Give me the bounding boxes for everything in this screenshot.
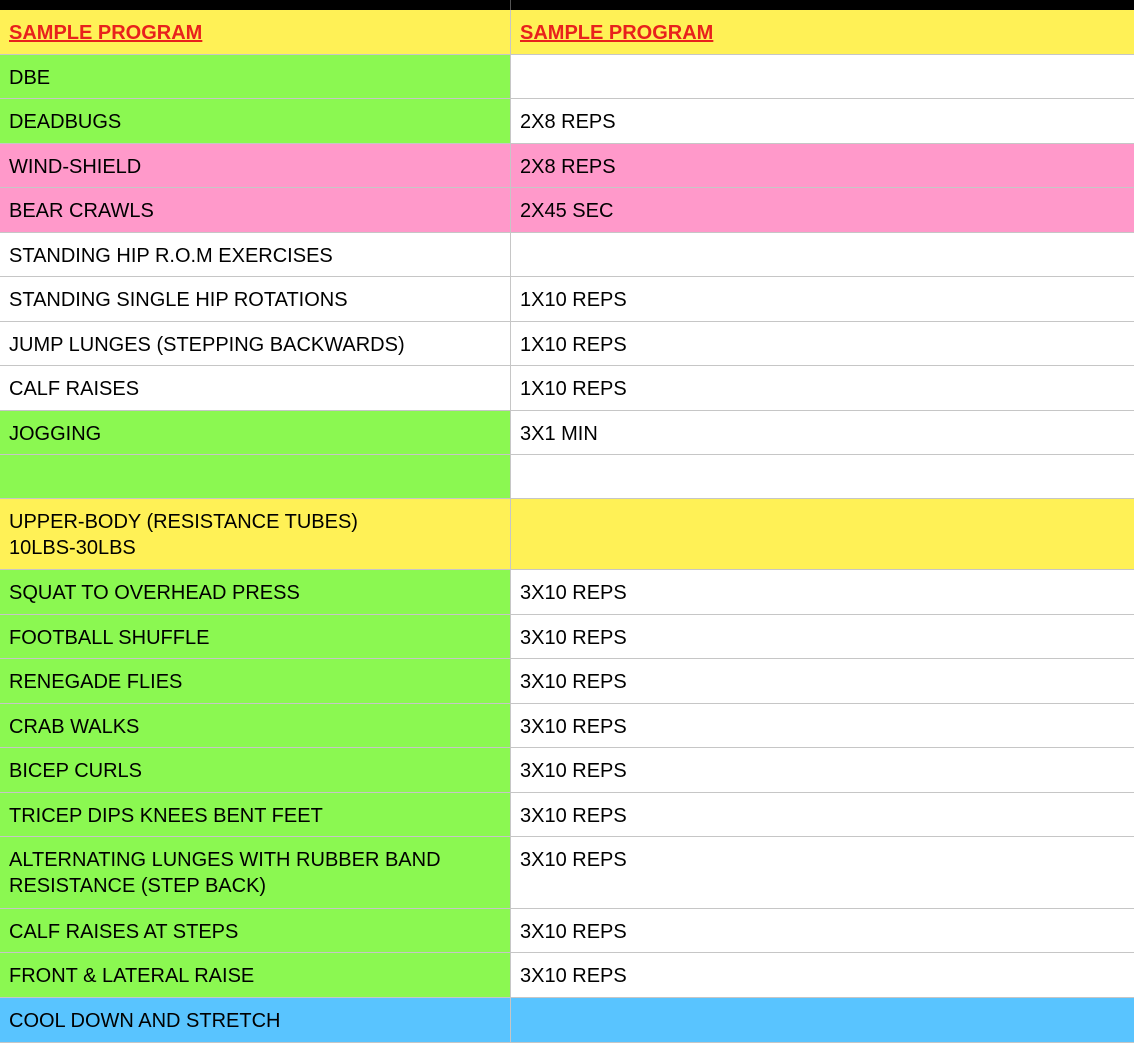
- prescription-cell[interactable]: 3X10 REPS: [511, 837, 1134, 909]
- exercise-cell[interactable]: DEADBUGS: [0, 99, 511, 144]
- exercise-cell[interactable]: FOOTBALL SHUFFLE: [0, 615, 511, 659]
- prescription-cell[interactable]: [511, 998, 1134, 1043]
- prescription-cell[interactable]: 1X10 REPS: [511, 322, 1134, 366]
- exercise-cell[interactable]: SQUAT TO OVERHEAD PRESS: [0, 570, 511, 615]
- prescription-cell[interactable]: 3X10 REPS: [511, 793, 1134, 837]
- prescription-cell[interactable]: 3X1 MIN: [511, 411, 1134, 455]
- prescription-cell[interactable]: 3X10 REPS: [511, 748, 1134, 793]
- exercise-cell[interactable]: CRAB WALKS: [0, 704, 511, 748]
- prescription-cell[interactable]: [511, 499, 1134, 570]
- exercise-cell[interactable]: DBE: [0, 55, 511, 99]
- exercise-cell[interactable]: [0, 837, 511, 909]
- prescription-cell[interactable]: 3X10 REPS: [511, 953, 1134, 998]
- exercise-line-1: ALTERNATING LUNGES WITH RUBBER BAND: [9, 849, 441, 871]
- exercise-cell[interactable]: TRICEP DIPS KNEES BENT FEET: [0, 793, 511, 837]
- header-cell-prescription[interactable]: [511, 10, 1134, 55]
- exercise-cell[interactable]: JOGGING: [0, 411, 511, 455]
- exercise-cell[interactable]: COOL DOWN AND STRETCH: [0, 998, 511, 1043]
- exercise-cell[interactable]: CALF RAISES: [0, 366, 511, 411]
- header-title: SAMPLE PROGRAM: [520, 22, 714, 44]
- prescription-cell[interactable]: 3X10 REPS: [511, 659, 1134, 704]
- prescription-cell[interactable]: [511, 55, 1134, 99]
- prescription-cell[interactable]: 3X10 REPS: [511, 570, 1134, 615]
- exercise-cell[interactable]: [0, 499, 511, 570]
- prescription-cell[interactable]: 3X10 REPS: [511, 704, 1134, 748]
- exercise-cell[interactable]: JUMP LUNGES (STEPPING BACKWARDS): [0, 322, 511, 366]
- exercise-cell[interactable]: BICEP CURLS: [0, 748, 511, 793]
- prescription-cell[interactable]: 1X10 REPS: [511, 366, 1134, 411]
- top-bar: [0, 0, 1134, 10]
- header-title: SAMPLE PROGRAM: [9, 22, 203, 44]
- prescription-cell[interactable]: 3X10 REPS: [511, 615, 1134, 659]
- header-cell-exercise[interactable]: [0, 10, 511, 55]
- exercise-cell[interactable]: STANDING SINGLE HIP ROTATIONS: [0, 277, 511, 322]
- section-heading-line-2: 10LBS-30LBS: [9, 537, 136, 559]
- prescription-cell[interactable]: 2X45 SEC: [511, 188, 1134, 233]
- section-heading-line-1: UPPER-BODY (RESISTANCE TUBES): [9, 511, 358, 533]
- exercise-cell[interactable]: RENEGADE FLIES: [0, 659, 511, 704]
- exercise-cell[interactable]: FRONT & LATERAL RAISE: [0, 953, 511, 998]
- prescription-cell[interactable]: 2X8 REPS: [511, 99, 1134, 144]
- top-bar-divider: [510, 0, 511, 10]
- exercise-cell[interactable]: STANDING HIP R.O.M EXERCISES: [0, 233, 511, 277]
- exercise-cell[interactable]: BEAR CRAWLS: [0, 188, 511, 233]
- exercise-line-2: RESISTANCE (STEP BACK): [9, 875, 267, 897]
- prescription-cell[interactable]: 3X10 REPS: [511, 909, 1134, 953]
- prescription-cell[interactable]: 2X8 REPS: [511, 144, 1134, 188]
- prescription-cell[interactable]: 1X10 REPS: [511, 277, 1134, 322]
- exercise-cell[interactable]: WIND-SHIELD: [0, 144, 511, 188]
- exercise-cell[interactable]: [0, 455, 511, 499]
- prescription-cell[interactable]: [511, 233, 1134, 277]
- exercise-cell[interactable]: CALF RAISES AT STEPS: [0, 909, 511, 953]
- prescription-cell[interactable]: [511, 455, 1134, 499]
